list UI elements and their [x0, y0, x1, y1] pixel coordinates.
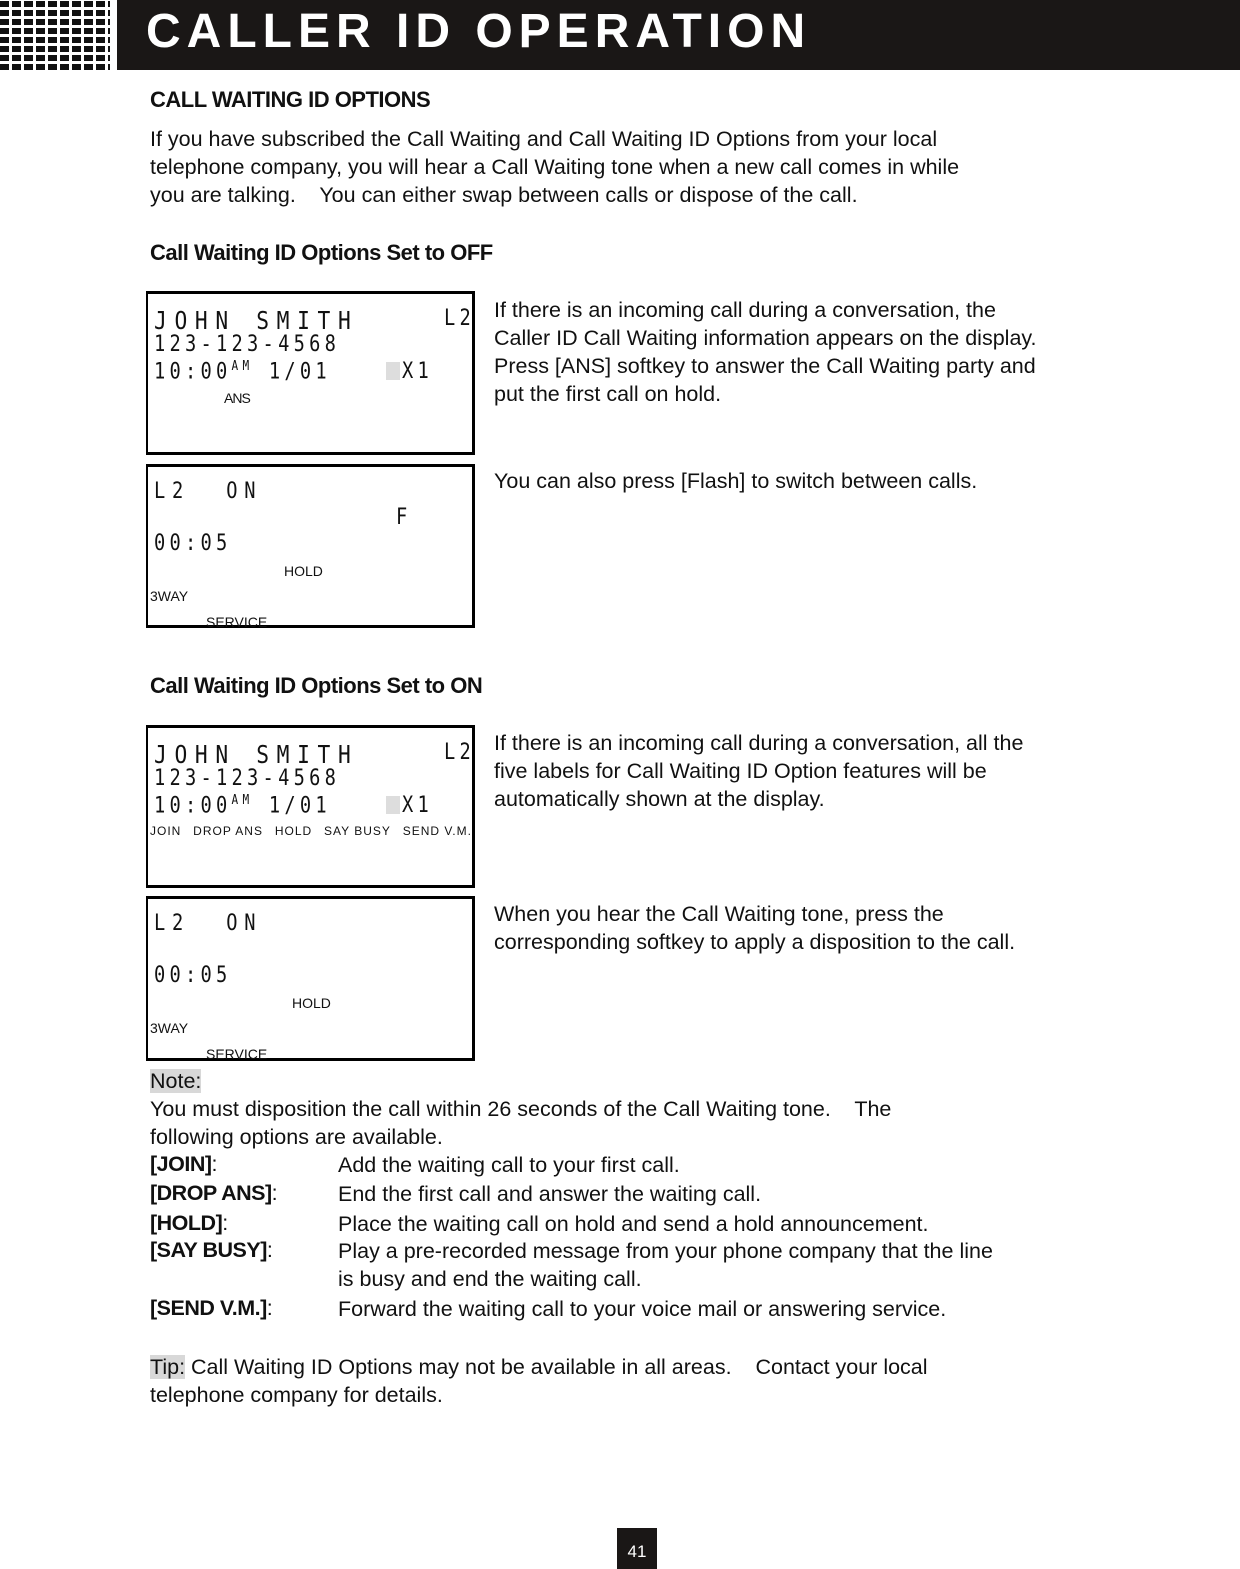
text-line: five labels for Call Waiting ID Option features will be [494, 759, 987, 783]
message-icon [386, 796, 400, 814]
text-line: Press [ANS] softkey to answer the Call Waiting party and [494, 354, 1036, 378]
lcd-display-incoming-options [146, 725, 475, 888]
flash-description: You can also press [Flash] to switch between calls. [494, 469, 978, 493]
note-label: Note: [150, 1069, 202, 1093]
softkey-say-busy[interactable]: SAY BUSY [323, 824, 391, 838]
text-line: corresponding softkey to apply a disposition to the call. [494, 930, 1016, 954]
flash-indicator: F [396, 505, 412, 530]
off-description [494, 296, 1037, 408]
text-line: telephone company for details. [150, 1383, 443, 1407]
caller-number: 123-123-4568 [154, 766, 341, 791]
date: 1/01 [268, 359, 331, 385]
text-line: automatically shown at the display. [494, 787, 825, 811]
text-line: If there is an incoming call during a conversation, the [494, 298, 996, 322]
lcd-display-call [146, 896, 475, 1061]
option-desc: End the first call and answer the waiting call. [338, 1182, 762, 1206]
time: 10:00 [154, 359, 232, 385]
softkey-3way[interactable]: 3WAY [150, 588, 189, 604]
term-say-busy: [SAY BUSY] [150, 1238, 267, 1262]
intro-line: telephone company, you will hear a Call Waiting tone when a new call comes in while [150, 155, 960, 179]
option-term: [SEND V.M.]: [150, 1296, 273, 1320]
intro-text [150, 125, 959, 209]
time-date [154, 793, 331, 818]
option-desc: Forward the waiting call to your voice mail or answering service. [338, 1297, 947, 1321]
on-heading: Call Waiting ID Options Set to ON [150, 673, 483, 698]
intro-line: If you have subscribed the Call Waiting and Call Waiting ID Options from your local [150, 127, 938, 151]
text-line: following options are available. [150, 1125, 443, 1149]
time-date [154, 359, 331, 384]
ampm: AM [231, 359, 254, 374]
softkey-3way[interactable]: 3WAY [150, 1020, 189, 1036]
note-block [150, 1067, 891, 1151]
line-indicator: L2 [444, 306, 476, 331]
option-term: [SAY BUSY]: [150, 1238, 273, 1262]
page-title: CALLER ID OPERATION [146, 5, 812, 58]
term-join: [JOIN] [150, 1152, 212, 1176]
option-desc: Place the waiting call on hold and send a hold announcement. [338, 1212, 929, 1236]
line-status: L2 ON [154, 911, 263, 936]
ampm: AM [231, 793, 254, 808]
text-line: You must disposition the call within 26 seconds of the Call Waiting tone. The [150, 1097, 892, 1121]
caller-name: JOHN SMITH [154, 306, 359, 335]
line-indicator: L2 [444, 740, 476, 765]
text-line: If there is an incoming call during a conversation, all the [494, 731, 1024, 755]
option-term: [DROP ANS]: [150, 1181, 278, 1205]
text-line: When you hear the Call Waiting tone, press the [494, 902, 944, 926]
line-status: L2 ON [154, 479, 263, 504]
softkey-hold[interactable]: HOLD [274, 824, 313, 838]
softkey-ans[interactable]: ANS [224, 390, 250, 406]
message-icon [386, 362, 400, 380]
tone-description [494, 900, 1015, 956]
text-line: put the first call on hold. [494, 382, 722, 406]
softkey-hold[interactable]: HOLD [292, 995, 331, 1011]
option-term: [JOIN]: [150, 1152, 218, 1176]
time: 10:00 [154, 793, 232, 819]
call-count: X1 [402, 793, 434, 818]
call-count: X1 [402, 359, 434, 384]
term-drop-ans: [DROP ANS] [150, 1181, 272, 1205]
call-timer: 00:05 [154, 531, 232, 556]
term-hold: [HOLD] [150, 1211, 223, 1235]
softkey-hold[interactable]: HOLD [284, 563, 323, 579]
tip-label: Tip: [150, 1355, 186, 1379]
date: 1/01 [268, 793, 331, 819]
brand-pattern-logo [0, 0, 110, 70]
lcd-display-incoming [146, 291, 475, 455]
off-heading: Call Waiting ID Options Set to OFF [150, 240, 493, 265]
softkey-drop-ans[interactable]: DROP ANS [193, 824, 263, 838]
option-desc [338, 1237, 993, 1293]
caller-name: JOHN SMITH [154, 740, 359, 769]
section-title: CALL WAITING ID OPTIONS [150, 87, 431, 112]
term-send-vm: [SEND V.M.] [150, 1296, 267, 1320]
intro-line: you are talking. You can either swap between calls or dispose of the call. [150, 183, 858, 207]
softkey-service[interactable]: SERVICE [206, 614, 268, 630]
lcd-display-call [146, 464, 475, 628]
caller-number: 123-123-4568 [154, 332, 341, 357]
option-term: [HOLD]: [150, 1211, 229, 1235]
tip-block [150, 1353, 928, 1409]
option-desc: Add the waiting call to your first call. [338, 1153, 680, 1177]
softkey-join[interactable]: JOIN [150, 824, 182, 838]
text-line: Call Waiting ID Options may not be available in all areas. Contact your local [185, 1355, 928, 1379]
softkey-service[interactable]: SERVICE [206, 1046, 268, 1062]
text-line: Play a pre-recorded message from your phone company that the line [338, 1239, 993, 1263]
on-description [494, 729, 1023, 813]
page-number: 41 [617, 1528, 657, 1569]
call-timer: 00:05 [154, 963, 232, 988]
softkey-send-vm[interactable]: SEND V.M. [402, 824, 472, 838]
softkey-row [150, 824, 472, 838]
text-line: Caller ID Call Waiting information appears on the display. [494, 326, 1037, 350]
text-line: is busy and end the waiting call. [338, 1267, 642, 1291]
